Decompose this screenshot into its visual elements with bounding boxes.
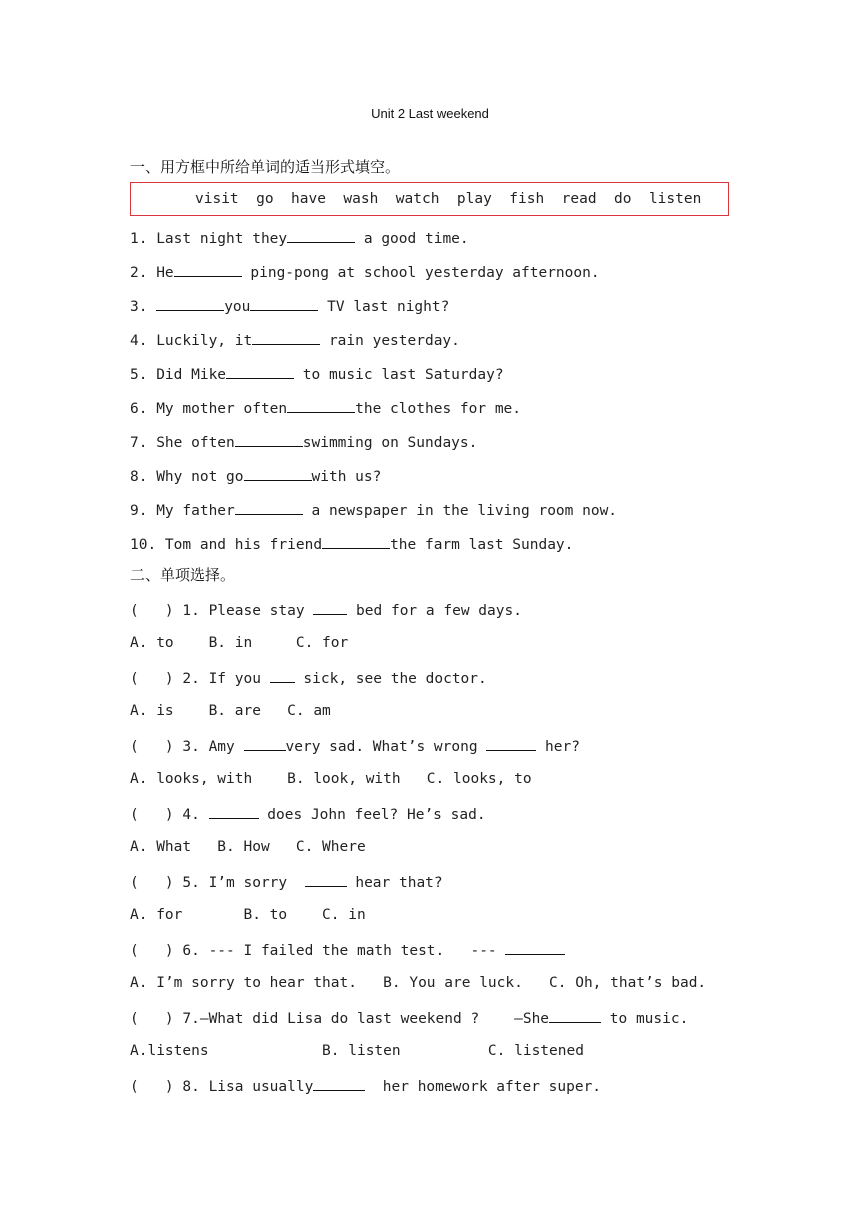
fill-blank-item: 6. My mother often the clothes for me. bbox=[130, 398, 521, 418]
choice-question: ( ) 3. Amy very sad. What’s wrong her? bbox=[130, 736, 580, 756]
answer-blank bbox=[235, 432, 303, 447]
fill-blank-item: 5. Did Mike to music last Saturday? bbox=[130, 364, 504, 384]
fill-blank-item: 8. Why not go with us? bbox=[130, 466, 381, 486]
choice-question: ( ) 1. Please stay bed for a few days. bbox=[130, 600, 522, 620]
answer-blank bbox=[244, 736, 286, 751]
answer-blank bbox=[486, 736, 536, 751]
word-bank-box: visit go have wash watch play fish read do listen bbox=[130, 182, 729, 216]
choice-options: A. looks, with B. look, with C. looks, to bbox=[130, 771, 532, 787]
choice-question: ( ) 2. If you sick, see the doctor. bbox=[130, 668, 487, 688]
answer-blank bbox=[252, 330, 320, 345]
choice-options: A. What B. How C. Where bbox=[130, 839, 366, 855]
choice-question: ( ) 8. Lisa usually her homework after super. bbox=[130, 1076, 601, 1096]
choice-options: A.listens B. listen C. listened bbox=[130, 1043, 584, 1059]
fill-blank-item: 2. He ping-pong at school yesterday afternoon. bbox=[130, 262, 600, 282]
answer-blank bbox=[250, 296, 318, 311]
choice-options: A. I’m sorry to hear that. B. You are luck. C. Oh, that’s bad. bbox=[130, 975, 707, 991]
fill-blank-item: 9. My father a newspaper in the living room now. bbox=[130, 500, 617, 520]
choice-question: ( ) 5. I’m sorry hear that? bbox=[130, 872, 443, 892]
answer-blank bbox=[313, 1076, 365, 1091]
section-1-heading: 一、用方框中所给单词的适当形式填空。 bbox=[130, 158, 401, 176]
fill-blank-item: 4. Luckily, it rain yesterday. bbox=[130, 330, 460, 350]
choice-options: A. is B. are C. am bbox=[130, 703, 331, 719]
fill-blank-item: 1. Last night they a good time. bbox=[130, 228, 469, 248]
choice-options: A. to B. in C. for bbox=[130, 635, 349, 651]
answer-blank bbox=[244, 466, 312, 481]
answer-blank bbox=[322, 534, 390, 549]
answer-blank bbox=[287, 398, 355, 413]
section-2-heading: 二、单项选择。 bbox=[130, 566, 236, 584]
answer-blank bbox=[174, 262, 242, 277]
page-title: Unit 2 Last weekend bbox=[371, 106, 489, 121]
fill-blank-item: 7. She often swimming on Sundays. bbox=[130, 432, 477, 452]
choice-question: ( ) 4. does John feel? He’s sad. bbox=[130, 804, 486, 824]
fill-blank-item: 10. Tom and his friend the farm last Sunday. bbox=[130, 534, 573, 554]
answer-blank bbox=[305, 872, 347, 887]
answer-blank bbox=[235, 500, 303, 515]
answer-blank bbox=[549, 1008, 601, 1023]
choice-question: ( ) 7.—What did Lisa do last weekend ? —She to music. bbox=[130, 1008, 688, 1028]
answer-blank bbox=[209, 804, 259, 819]
fill-blank-item: 3. you TV last night? bbox=[130, 296, 449, 316]
choice-options: A. for B. to C. in bbox=[130, 907, 366, 923]
answer-blank bbox=[226, 364, 294, 379]
answer-blank bbox=[505, 940, 565, 955]
answer-blank bbox=[156, 296, 224, 311]
answer-blank bbox=[270, 668, 295, 683]
answer-blank bbox=[313, 600, 347, 615]
answer-blank bbox=[287, 228, 355, 243]
choice-question: ( ) 6. --- I failed the math test. --- bbox=[130, 940, 565, 960]
